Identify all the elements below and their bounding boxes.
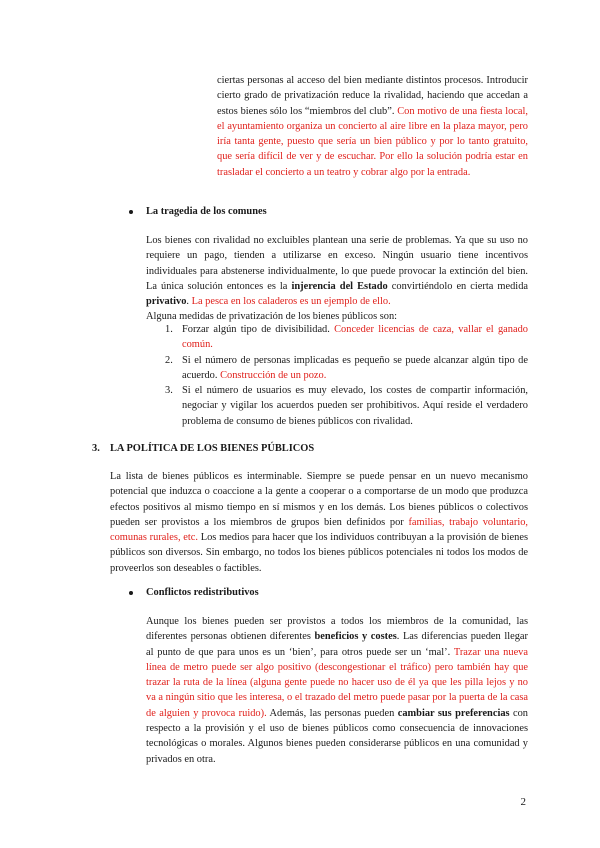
section-title: LA POLÍTICA DE LOS BIENES PÚBLICOS <box>110 443 315 454</box>
tragedy-bold-state: injerencia del Estado <box>291 280 388 292</box>
section-number: 3. <box>92 443 100 454</box>
list-number: 2. <box>165 355 173 366</box>
conflicts-heading: Conflictos redistributivos <box>146 587 259 598</box>
conflicts-bold-benefits: beneficios y costes <box>314 631 397 643</box>
list-number: 1. <box>165 324 173 335</box>
top-example: Con motivo de una fiesta local, el ayuntamiento organiza un concierto al aire libre en la plaza mayor, pero iría tanta gente, puesto que sería un bien público y por lo tanto gratuito, que sería difícil de ver y de escuchar. Por ello la solución podría estar en trasladar el concierto a un teatro y cobrar algo por la entrada. <box>217 105 528 178</box>
page-number: 2 <box>520 796 526 808</box>
list-item-example: Conceder licencias de caza, vallar el ganado común. <box>182 324 528 351</box>
list-item <box>182 383 528 429</box>
bullet-dot <box>129 210 133 214</box>
conflicts-text-c: Además, las personas pueden <box>269 707 395 719</box>
section3-text-b: Los medios para hacer que los individuos contribuyan a la provisión de bienes públicos son diversos. Sin embargo, no todos los bienes públicos potenciales ni todos los modos de proveerlos son deseables o factibles. <box>110 532 528 574</box>
top-paragraph <box>217 73 528 180</box>
section3-example: familias, trabajo voluntario, comunas rurales, etc. <box>110 516 529 544</box>
tragedy-heading: La tragedia de los comunes <box>146 206 267 217</box>
tragedy-text-a: Los bienes con rivalidad no excluibles plantean una serie de problemas. Ya que su uso no requiere un pago, tienden a utilizarse en exceso. Ningún usuario tiene incentivos individuales para abstenerse individualmente, lo que puede provocar la extinción del bien. La única solución entonces es la <box>146 235 528 292</box>
tragedy-text-b: convirtiéndolo en cierta medida <box>391 280 529 292</box>
tragedy-paragraph: Los bienes con rivalidad no excluibles plantean una serie de problemas. Ya que su uso no requiere un pago, tienden a utilizarse en exceso. Ningún usuario tiene incentivos individuales para abstenerse individualmente, lo que puede provocar la extinción del bien. La única solución entonces es la injerencia del Estado convirtiéndolo en cierta medida privativo. La pesca en los caladeros es un ejemplo de ello. <box>146 235 529 308</box>
top-text: ciertas personas al acceso del bien mediante distintos procesos. Introducir cierto grado de privatización reduce la rivalidad, haciendo que accedan a estos bienes sólo los “miembros del club”. <box>217 75 528 117</box>
list-item <box>182 322 528 353</box>
conflicts-bold-preferences: cambiar sus preferencias <box>397 707 510 719</box>
tragedy-example: La pesca en los caladeros es un ejemplo de ello. <box>191 296 391 308</box>
conflicts-paragraph <box>146 614 528 767</box>
list-number: 3. <box>165 385 173 396</box>
section3-text-a: La lista de bienes públicos es interminable. Siempre se puede pensar en un nuevo mecanismo potencial que induzca o coaccione a la gente a cooperar o a comportarse de un modo que produzca efectos positivos al mismo tiempo en sí mismos y en los demás. Los bienes públicos o colectivos pueden ser provistos a los miembros de grupos bien definidos por <box>110 471 528 528</box>
conflicts-example: Trazar una nueva línea de metro puede ser algo positivo (descongestionar el tráfico) pero también hay que trazar la ruta de la línea (alguna gente puede no hacer uso de él ya que les pilla lejos y no va a ningún sitio que les interesa, o el trazado del metro puede pasar por la puerta de la casa de alguien y provoca ruido). <box>146 646 528 719</box>
conflicts-text-a: Aunque los bienes pueden ser provistos a todos los miembros de la comunidad, las diferentes personas obtienen diferentes <box>146 616 528 643</box>
tragedy-bold-private: privativo <box>146 296 187 308</box>
list-item-text: Forzar algún tipo de divisibilidad. <box>182 324 330 335</box>
conflicts-text-d: con respecto a la provisión y el uso de bienes públicos como consecuencia de innovaciones tecnológicas o morales. Algunos bienes pueden considerarse públicos en una comunidad y privados en otra. <box>146 707 528 765</box>
section3-paragraph <box>110 469 528 576</box>
conflicts-text-b: . Las diferencias pueden llegar al punto de que para unos es un ‘bien’, para otros puede ser un ‘mal’. <box>146 631 528 658</box>
list-item-example: Construcción de un pozo. <box>220 370 327 382</box>
list-item-text: Si el número de personas implicadas es pequeño se puede alcanzar algún tipo de acuerdo. <box>182 355 528 382</box>
bullet-dot <box>129 591 133 595</box>
list-item-text: Si el número de usuarios es muy elevado, los costes de compartir información, negociar y vigilar los acuerdos pueden ser prohibitivos. Aquí reside el verdadero problema de consumo de bienes públicos con rivalidad. <box>182 385 528 427</box>
list-item <box>182 353 528 384</box>
tragedy-measures-intro: Alguna medidas de privatización de los bienes públicos son: <box>146 311 398 322</box>
